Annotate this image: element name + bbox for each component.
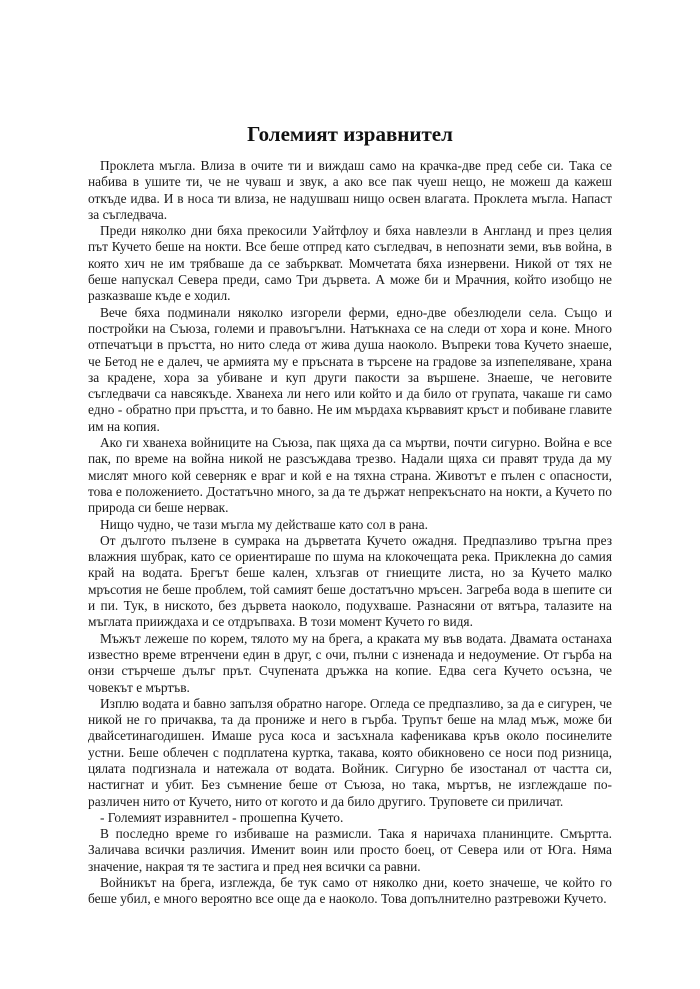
paragraph: От дългото пълзене в сумрака на дърветата Кучето ожадня. Предпазливо тръгна през влажния шубрак, като се ориентираше по шума на клокочещата река. Приклекна до самия край на водата. Брегът беше кален, хлъзгав от гниещите листа, но за Кучето малко мръсотия не беше проблем, той самият беше достатъчно мръсен. Загреба вода в шепите си и пи. Тук, в ниското, без дървета наоколо, подухваше. Разнасяни от вятъра, талазите на мъглата прииждаха и се отдръпваха. В този момент Кучето го видя.: [88, 532, 612, 630]
paragraph: Вече бяха подминали няколко изгорели ферми, едно-две обезлюдели села. Също и постройки на Съюза, големи и правоъгълни. Натъкнаха се на следи от хора и коне. Много отпечатъци в пръстта, но нито следа от жива душа наоколо. Въпреки това Кучето знаеше, че Бетод не е далеч, че армията му е пръсната в търсене на градове за изпепеляване, храна за крадене, хора за убиване и куп други пакости за вършене. Знаеше, че неговите съгледвачи са навсякъде. Хванеха ли него или който и да било от групата, чакаше ги само едно - обратно при пръстта, и то бавно. Не им мърдаха кървавият кръст и побиване главите им на копия.: [88, 304, 612, 434]
paragraph: Ако ги хванеха войниците на Съюза, пак щяха да са мъртви, почти сигурно. Война е все пак, по време на война никой не разсъждава трезво. Надали щяха си правят труда да му мислят много кой северняк е враг и кой е на тяхна страна. Животът е пълен с опасности, това е положението. Достатъчно много, за да те държат непрекъснато на нокти, а Кучето по природа си беше нервак.: [88, 435, 612, 516]
document-body: [88, 158, 612, 908]
paragraph: В последно време го избиваше на размисли. Така я наричаха планинците. Смъртта. Заличава всички различия. Именит воин или просто боец, от Севера или от Юга. Няма значение, накрая тя те застига и пред нея всички са равни.: [88, 826, 612, 874]
paragraph: Мъжът лежеше по корем, тялото му на брега, а краката му във водата. Двамата останаха известно време втренчени един в друг, с очи, пълни с изненада и недоумение. От гърба на онзи стърчеше дълъг прът. Счупената дръжка на копие. Едва сега Кучето осъзна, че човекът е мъртъв.: [88, 630, 612, 695]
paragraph: Преди няколко дни бяха прекосили Уайтфлоу и бяха навлезли в Англанд и през целия път Кучето беше на нокти. Все беше отпред като съгледвач, в непознати земи, във война, в която хич не им трябваше да се забъркват. Момчетата бяха изнервени. Никой от тях не беше напускал Севера преди, само Три дървета. А може би и Мрачния, който изобщо не разказваше къде е ходил.: [88, 223, 612, 304]
document-title: Големият изравнител: [247, 122, 453, 146]
paragraph: - Големият изравнител - прошепна Кучето.: [100, 809, 344, 825]
paragraph: Нищо чудно, че тази мъгла му действаше като сол в рана.: [100, 516, 428, 532]
paragraph: Войникът на брега, изглежда, бе тук само от няколко дни, което значеше, че който го беше убил, е много вероятно все още да е наоколо. Това допълнително разтревожи Кучето.: [88, 875, 612, 907]
paragraph: Проклета мъгла. Влиза в очите ти и виждаш само на крачка-две пред себе си. Така се набива в ушите ти, че не чуваш и звук, а ако все пак чуеш нещо, не можеш да кажеш откъде идва. И в носа ти влиза, не надушваш нищо освен влагата. Проклета мъгла. Напаст за съгледвача.: [88, 158, 612, 222]
paragraph: Изплю водата и бавно запълзя обратно нагоре. Огледа се предпазливо, за да е сигурен, че никой не го причаква, та да прониже и него в гърба. Трупът беше на млад мъж, може би двайсетинагодишен. Имаше руса коса и засъхнала кафеникава кръв около посинелите устни. Беше облечен с подплатена куртка, такава, която обикновено се носи под ризница, цялата подгизнала и натежала от водата. Войник. Сигурно бе изостанал от частта си, настигнат и убит. Без съмнение беше от Съюза, но така, мъртъв, не изглеждаше по-различен нито от Кучето, нито от когото и да било другиго. Труповете си приличат.: [88, 695, 612, 809]
